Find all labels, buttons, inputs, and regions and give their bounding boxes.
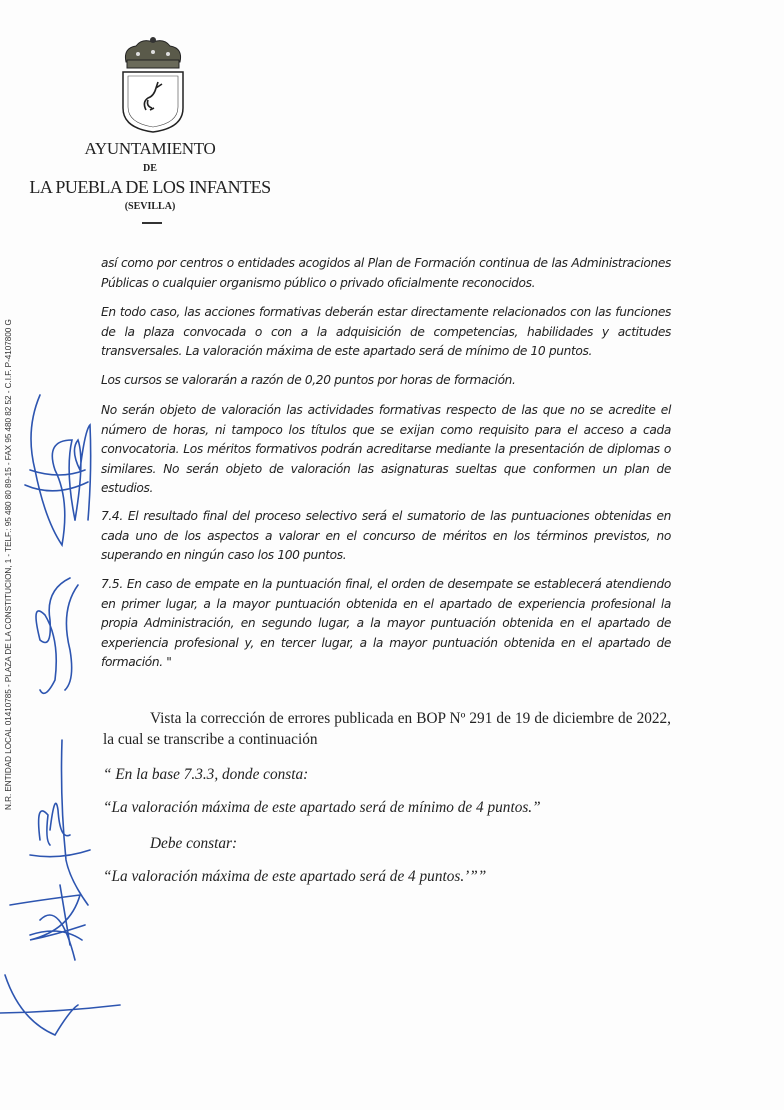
header-municipality: LA PUEBLA DE LOS INFANTES xyxy=(29,177,271,197)
label-debe-constar: Debe constar: xyxy=(150,835,238,852)
quote-corrected: “La valoración máxima de este apartado será de 4 puntos.’”” xyxy=(103,868,487,885)
paragraph-training-centers: así como por centros o entidades acogidos al Plan de Formación continua de las Administraciones Públicas o cualquier organismo público o privado oficialmente reconocidos. xyxy=(101,256,671,290)
paragraph-7-5: 7.5. En caso de empate en la puntuación final, el orden de desempate se establecerá atendiendo en primer lugar, a la mayor puntuación obtenida en el apartado de experiencia profesional la propia Administración, en segundo lugar, a la mayor puntuación obtenida en el apartado de experiencia profesional y, en tercer lugar, a la mayor puntuación obtenida en el apartado de formación. " xyxy=(101,577,671,669)
quote-original: “La valoración máxima de este apartado será de mínimo de 4 puntos.” xyxy=(103,799,541,816)
paragraph-base-733: “ En la base 7.3.3, donde consta: xyxy=(103,766,309,783)
side-registry-text: N.R. ENTIDAD LOCAL 01410785 - PLAZA DE LA CONSTITUCION, 1 - TELF.: 95 480 80 89-15 - FAX 95 480 82 52 - C.I.F. P-4107800 G xyxy=(4,319,13,810)
paragraph-exclusions: No serán objeto de valoración las actividades formativas respecto de las que no se acredite el número de horas, ni tampoco los títulos que se exijan como requisito para el acceso a cada convocatoria. Los méritos formativos podrán acreditarse mediante la presentación de diplomas o similares. No serán objeto de valoración las asignaturas sueltas que conformen un plan de estudios. xyxy=(101,403,671,495)
header-title-de: DE xyxy=(143,163,157,174)
handwritten-signatures-icon xyxy=(0,0,160,1110)
paragraph-correction-intro: Vista la corrección de errores publicada en BOP Nº 291 de 19 de diciembre de 2022, la cual se transcribe a continuación xyxy=(103,710,671,748)
paragraph-course-valuation: Los cursos se valorarán a razón de 0,20 puntos por horas de formación. xyxy=(101,373,516,387)
header-province: (SEVILLA) xyxy=(124,201,176,212)
header-title-ayuntamiento: AYUNTAMIENTO xyxy=(84,139,216,158)
paragraph-training-actions: En todo caso, las acciones formativas deberán estar directamente relacionados con las funciones de la plaza convocada o con a la adquisición de competencias, habilidades y actitudes transversales. La valoración máxima de este apartado será de mínimo de 10 puntos. xyxy=(101,305,671,358)
paragraph-7-4: 7.4. El resultado final del proceso selectivo será el sumatorio de las puntuaciones obtenidas en cada uno de los aspectos a valorar en el concurso de méritos en los términos previstos, no superando en ningún caso los 100 puntos. xyxy=(101,509,671,562)
